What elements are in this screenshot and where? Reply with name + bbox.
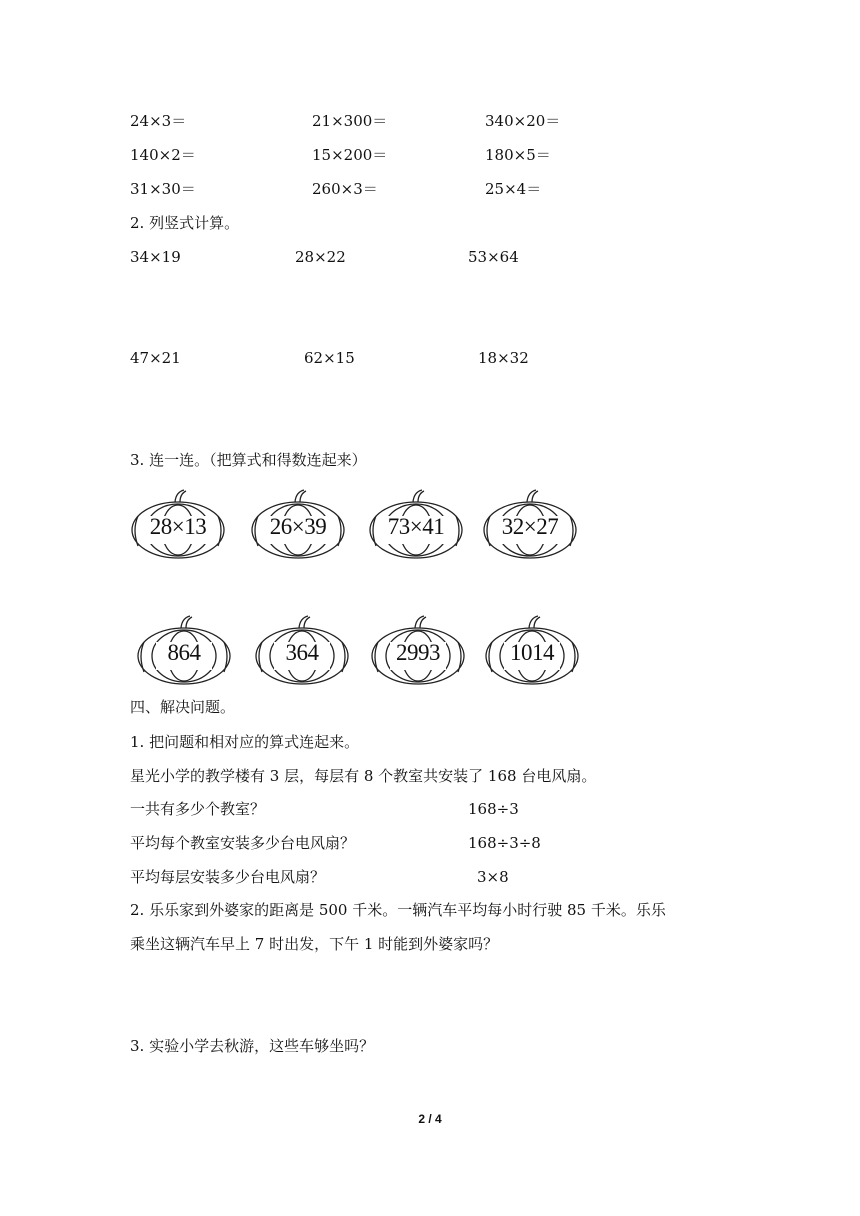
pumpkin-expression-4[interactable] <box>480 486 580 566</box>
oral-calc-1-3: 340×20＝ <box>485 112 561 130</box>
q1-question-1: 一共有多少个教室？ <box>130 800 266 818</box>
result-label: 1014 <box>510 640 554 665</box>
vertical-calc-item-2: 28×22 <box>295 248 346 266</box>
q1-formula-3: 3×8 <box>477 868 509 886</box>
section4-title: 四、解决问题。 <box>130 698 236 716</box>
oral-calc-3-3: 25×4＝ <box>485 180 542 198</box>
vertical-calc-title: 2. 列竖式计算。 <box>130 214 240 232</box>
q2-line-1: 2. 乐乐家到外婆家的距离是 500 千米。一辆汽车平均每小时行驶 85 千米。乐乐 <box>130 901 666 919</box>
expression-label: 28×13 <box>149 514 207 539</box>
expression-label: 26×39 <box>269 514 327 539</box>
oral-calc-1-1: 24×3＝ <box>130 112 187 130</box>
q3-title: 3. 实验小学去秋游，这些车够坐吗？ <box>130 1037 375 1055</box>
page-number: 2 / 4 <box>418 1112 442 1126</box>
oral-calc-2-2: 15×200＝ <box>312 146 388 164</box>
q1-formula-1: 168÷3 <box>468 800 519 818</box>
pumpkin-expression-3[interactable] <box>366 486 466 566</box>
matching-title: 3. 连一连。（把算式和得数连起来） <box>130 451 367 469</box>
oral-calc-1-2: 21×300＝ <box>312 112 388 130</box>
pumpkin-expression-2[interactable] <box>248 486 348 566</box>
pumpkin-expression-1[interactable] <box>128 486 228 566</box>
q1-question-2: 平均每个教室安装多少台电风扇？ <box>130 834 356 852</box>
pumpkin-result-4[interactable] <box>482 612 582 692</box>
oral-calc-2-3: 180×5＝ <box>485 146 551 164</box>
result-label: 864 <box>167 640 201 665</box>
result-label: 2993 <box>396 640 440 665</box>
pumpkin-result-2[interactable] <box>252 612 352 692</box>
result-label: 364 <box>285 640 319 665</box>
oral-calc-3-2: 260×3＝ <box>312 180 378 198</box>
q2-line-2: 乘坐这辆汽车早上 7 时出发，下午 1 时能到外婆家吗？ <box>130 935 499 953</box>
expression-label: 73×41 <box>387 514 445 539</box>
q1-formula-2: 168÷3÷8 <box>468 834 541 852</box>
q1-context: 星光小学的教学楼有 3 层，每层有 8 个教室共安装了 168 台电风扇。 <box>130 767 597 785</box>
q1-title: 1. 把问题和相对应的算式连起来。 <box>130 733 360 751</box>
vertical-calc-item-3: 53×64 <box>468 248 519 266</box>
oral-calc-3-1: 31×30＝ <box>130 180 196 198</box>
oral-calc-2-1: 140×2＝ <box>130 146 196 164</box>
pumpkin-result-1[interactable] <box>134 612 234 692</box>
vertical-calc-item-1: 34×19 <box>130 248 181 266</box>
expression-label: 32×27 <box>501 514 559 539</box>
vertical-calc-item-6: 18×32 <box>478 349 529 367</box>
pumpkin-result-3[interactable] <box>368 612 468 692</box>
vertical-calc-item-5: 62×15 <box>304 349 355 367</box>
vertical-calc-item-4: 47×21 <box>130 349 181 367</box>
q1-question-3: 平均每层安装多少台电风扇？ <box>130 868 326 886</box>
